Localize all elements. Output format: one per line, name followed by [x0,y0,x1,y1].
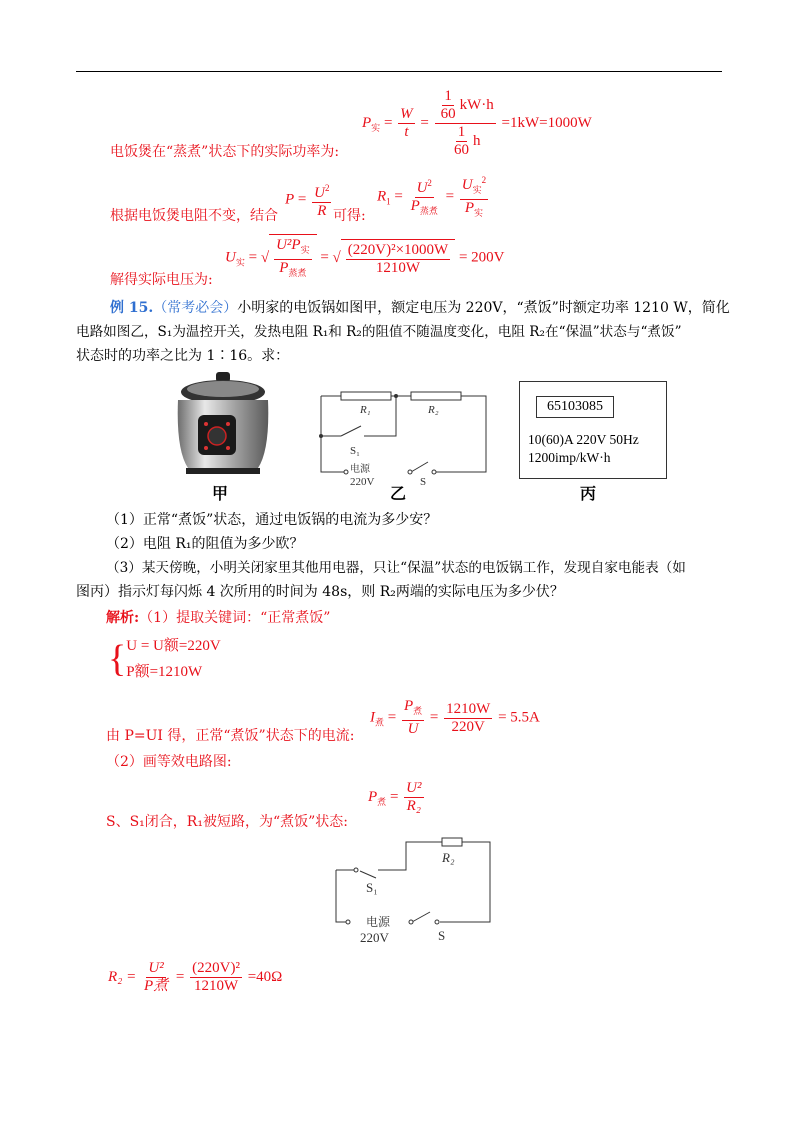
example-note: （常考必会） [153,300,238,316]
meter-number: 65103085 [536,396,614,418]
analysis-line-1 [106,606,330,630]
steam-label: 电饭煲在“蒸煮”状态下的实际功率为: [110,144,340,160]
short-label: S、S₁闭合，R₁被短路，为“煮饭”状态: [106,814,348,830]
formula-p: P = $\frac{U^2}{R}$ [285,180,333,220]
fig-a-caption: 甲 [212,484,229,503]
current-label: 由 P=UI 得，正常“煮饭”状态下的电流: [106,728,355,744]
eq-label-voltage: 220V [360,930,389,945]
formula-p-cook: $P_煮$ = $\frac{\text{U²}}{\text{R₂}}$ [368,780,422,814]
example-15 [110,296,730,320]
energy-meter [519,381,667,479]
example-body-1: 小明家的电饭锅如图甲，额定电压为 220V，“煮饭”时额定功率 1210 W，简化 [237,300,730,316]
eq-label-r2: R₂ [442,850,455,865]
eq-label-source: 电源 [366,915,391,929]
given-values: { U = U额=220V P额=1210W [108,633,221,685]
label-r1: R₁ [360,404,371,416]
meter-line-1: 10(60)A 220V 50Hz [528,432,639,447]
fig-b-caption: 乙 [390,484,407,503]
rice-cooker-image [168,370,278,478]
label-s1: S₁ [350,445,360,457]
question-3-line-2: 图丙）指示灯每闪烁 4 次所用的时间为 48s，则 R₂两端的实际电压为多少伏？ [76,584,564,600]
header-rule [76,71,722,72]
question-1: （1）正常“煮饭”状态，通过电饭锅的电流为多少安？ [106,512,438,528]
example-body-2: 电路如图乙，S₁为温控开关，发热电阻 R₁和 R₂的阻值不随温度变化，电阻 R₂在“保温”状态与“煮饭” [76,324,682,340]
example-body-3: 状态时的功率之比为 1∶16。求： [76,348,290,364]
label-r2: R₂ [428,404,439,416]
solve-label: 解得实际电压为: [110,272,213,288]
combine-label-b: 可得: [333,208,366,224]
example-tag: 例 15. [110,300,154,316]
analysis-step-1: （1）提取关键词：“正常煮饭” [139,610,331,626]
given-p: P额=1210W [126,664,203,680]
formula-p-actual: $P_实$ = $\frac{W}{t}$ = $\frac{1}{60}$ kW·h $\frac{1}{60}$ h =1kW=1000W [362,88,592,158]
label-source: 电源 [350,464,370,475]
label-voltage: 220V [350,476,375,488]
combine-label-a: 根据电饭煲电阻不变，结合 [110,208,278,224]
question-3-line-1: （3）某天傍晚，小明关闭家里其他用电器，只让“保温”状态的电饭锅工作，发现自家电能表（如 [106,560,686,576]
question-2: （2）电阻 R₁的阻值为多少欧？ [106,536,304,552]
fig-c-caption: 丙 [580,484,597,503]
circuit-diagram-b [316,388,491,488]
circuit-diagram-equivalent [332,834,496,946]
meter-line-2: 1200imp/kW·h [528,450,611,465]
formula-r1: $R_1$ = $\frac{U^2}{P_{蒸煮}}$ = $\frac{U_实^2}{P_实}$ [377,172,490,222]
formula-r2: R₂ = $\frac{\text{U²}}{\text{P煮}}$ = $\frac{\text{(220V)²}}{1210W}$ =40Ω [108,960,283,994]
formula-u-actual: $U_实$ = √ $\frac{U^2P_实}{P_{蒸煮}}$ = √ $\frac{\text{(220V)²×1000W}}{1210W}$ = 200V [225,234,505,282]
given-u: U = U额=220V [126,638,221,654]
eq-label-s: S [438,928,446,943]
step-2: （2）画等效电路图: [106,754,232,770]
label-s: S [420,476,427,488]
formula-i-cook: $I_煮$ = $\frac{P_煮}{U}$ = $\frac{1210W}{220V}$ = 5.5A [370,698,540,737]
analysis-tag: 解析: [106,610,140,626]
eq-label-s1: S₁ [366,880,378,895]
